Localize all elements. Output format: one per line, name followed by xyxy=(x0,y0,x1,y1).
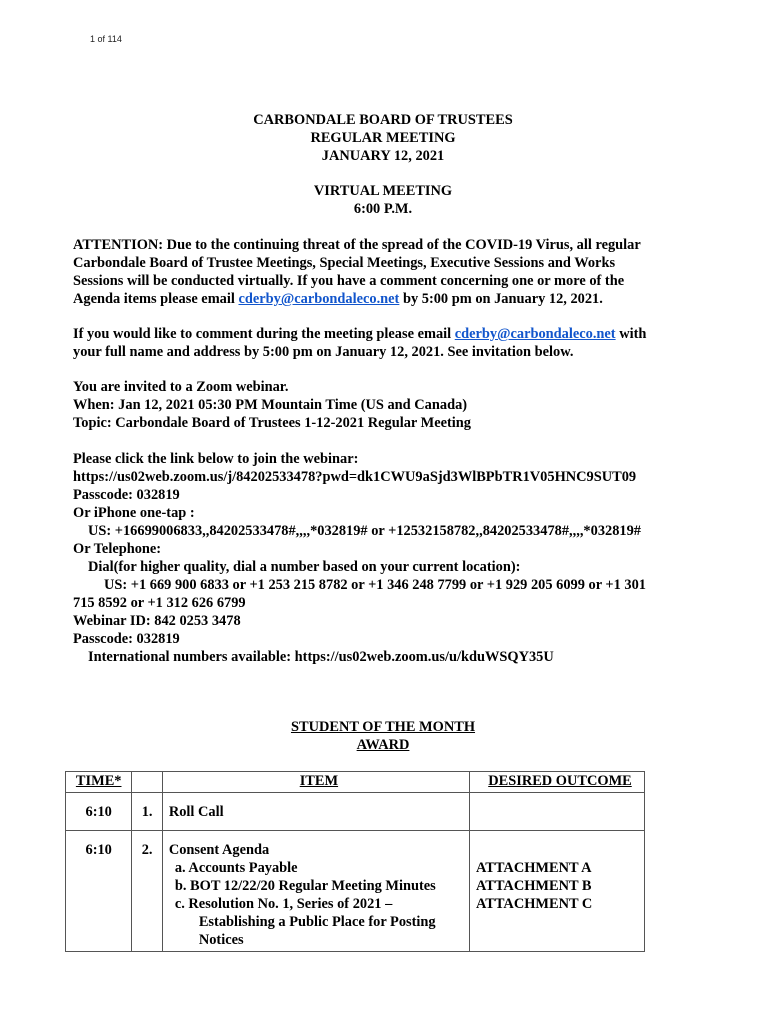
row-item xyxy=(162,831,469,952)
attention-paragraph xyxy=(73,236,703,308)
table-row xyxy=(66,793,645,831)
comment-paragraph xyxy=(73,325,703,361)
phone-numbers: 715 8592 or +1 312 626 6799 xyxy=(73,595,246,611)
attention-text: by 5:00 pm on January 12, 2021. xyxy=(399,291,603,307)
table-header-row xyxy=(66,772,645,793)
attachment-label: ATTACHMENT C xyxy=(475,896,593,912)
header-virtual: VIRTUAL MEETING xyxy=(313,183,453,199)
join-line: Dial(for higher quality, dial a number based on your current location): xyxy=(88,559,521,575)
attention-line: ATTENTION: Due to the continuing threat of the spread of the COVID-19 Virus, all regular xyxy=(73,237,641,253)
webinar-url: https://us02web.zoom.us/j/84202533478?pwd=dk1CWU9aSjd3WlBPbTR1V05HNC9SUT09 xyxy=(73,469,637,485)
attention-text: Agenda items please email xyxy=(73,291,239,307)
item-title: Consent Agenda xyxy=(168,842,270,858)
sub-item-cont: Establishing a Public Place for Posting xyxy=(198,914,436,930)
join-line: Or iPhone one-tap : xyxy=(73,505,195,521)
meeting-format xyxy=(73,182,693,218)
agenda-table xyxy=(65,771,645,952)
comment-line: your full name and address by 5:00 pm on January 12, 2021. See invitation below. xyxy=(73,344,574,360)
row-time: 6:10 xyxy=(66,793,132,831)
attention-line xyxy=(73,290,703,308)
zoom-line: You are invited to a Zoom webinar. xyxy=(73,379,289,395)
row-item: Roll Call xyxy=(162,793,469,831)
sub-item: a. Accounts Payable xyxy=(174,860,298,876)
passcode: Passcode: 032819 xyxy=(73,631,180,647)
meeting-header xyxy=(73,111,693,165)
comment-line xyxy=(73,325,703,343)
attention-line: Sessions will be conducted virtually. If you have a comment concerning one or more of the xyxy=(73,273,625,289)
zoom-when: When: Jan 12, 2021 05:30 PM Mountain Time (US and Canada) xyxy=(73,397,468,413)
header-item: ITEM xyxy=(162,772,469,793)
row-num: 1. xyxy=(132,793,162,831)
join-line: Or Telephone: xyxy=(73,541,162,557)
row-num: 2. xyxy=(132,831,162,952)
comment-text: If you would like to comment during the meeting please email xyxy=(73,326,455,342)
passcode: Passcode: 032819 xyxy=(73,487,180,503)
attachment-label: ATTACHMENT A xyxy=(475,860,592,876)
international-numbers: International numbers available: https://us02web.zoom.us/u/kduWSQY35U xyxy=(88,649,554,665)
sub-item: b. BOT 12/22/20 Regular Meeting Minutes xyxy=(174,878,436,894)
attention-line: Carbondale Board of Trustee Meetings, Special Meetings, Executive Sessions and Works xyxy=(73,255,616,271)
header-outcome: DESIRED OUTCOME xyxy=(469,772,644,793)
email-link[interactable]: cderby@carbondaleco.net xyxy=(238,291,400,307)
iphone-one-tap: US: +16699006833,,84202533478#,,,,*032819# or +12532158782,,84202533478#,,,,*032819# xyxy=(88,523,641,539)
comment-text: with xyxy=(615,326,647,342)
page-indicator: 1 of 114 xyxy=(90,34,122,44)
award-line: AWARD xyxy=(356,737,410,753)
row-time: 6:10 xyxy=(66,831,132,952)
award-line: STUDENT OF THE MONTH xyxy=(290,719,476,735)
header-time: TIME* xyxy=(66,772,132,793)
row-outcome xyxy=(469,831,644,952)
zoom-topic: Topic: Carbondale Board of Trustees 1-12-2021 Regular Meeting xyxy=(73,415,471,431)
header-num xyxy=(132,772,162,793)
sub-item-cont: Notices xyxy=(198,932,244,948)
sub-item: c. Resolution No. 1, Series of 2021 – xyxy=(174,896,393,912)
header-org: CARBONDALE BOARD OF TRUSTEES xyxy=(253,112,513,128)
row-outcome xyxy=(469,793,644,831)
award-heading xyxy=(73,718,693,754)
phone-numbers: US: +1 669 900 6833 or +1 253 215 8782 or +1 346 248 7799 or +1 929 205 6099 or +1 301 xyxy=(104,577,647,593)
header-time: 6:00 P.M. xyxy=(353,201,413,217)
header-date: JANUARY 12, 2021 xyxy=(321,148,445,164)
attachment-label: ATTACHMENT B xyxy=(475,878,592,894)
header-meeting-type: REGULAR MEETING xyxy=(310,130,456,146)
join-line: Please click the link below to join the webinar: xyxy=(73,451,359,467)
webinar-id: Webinar ID: 842 0253 3478 xyxy=(73,613,241,629)
join-instructions xyxy=(73,450,703,666)
email-link[interactable]: cderby@carbondaleco.net xyxy=(454,326,616,342)
zoom-invite xyxy=(73,378,703,432)
table-row xyxy=(66,831,645,952)
